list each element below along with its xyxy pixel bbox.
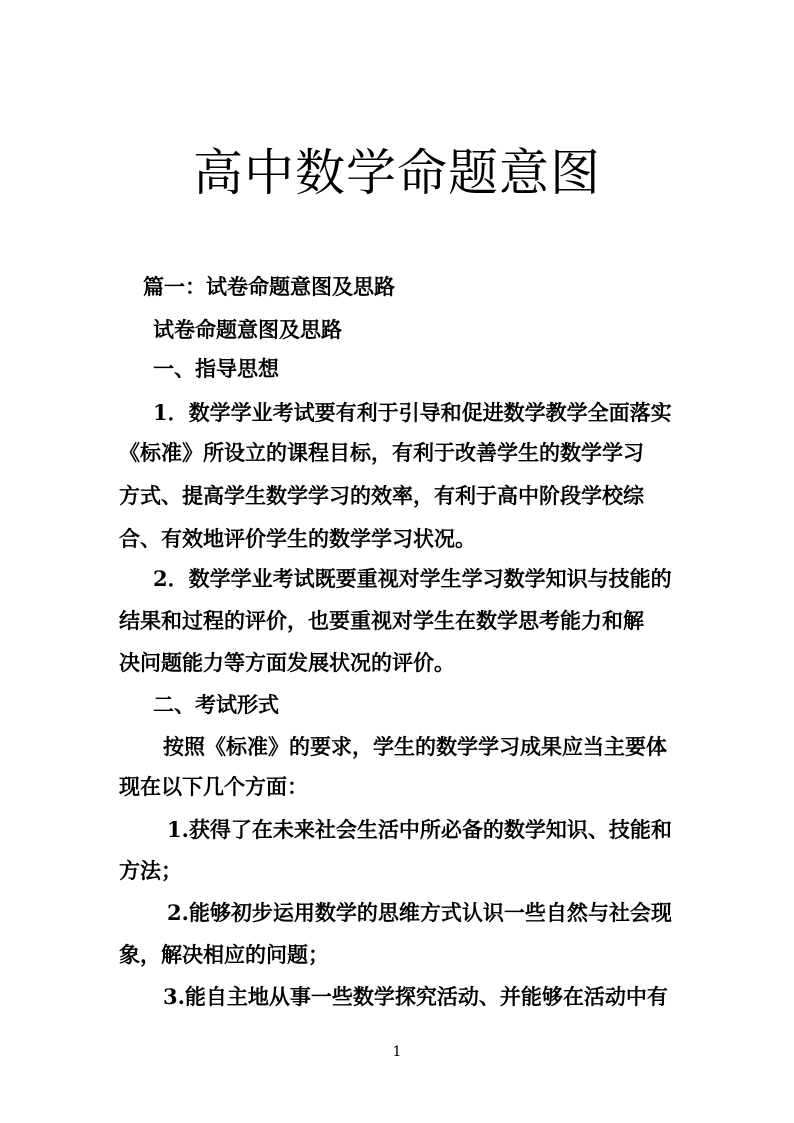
list-item-line: 象，解决相应的问题； (119, 942, 329, 967)
heading-exam-format: 二、考试形式 (153, 692, 279, 717)
paragraph-line: 决问题能力等方面发展状况的评价。 (119, 650, 455, 675)
list-item-line: 2.能够初步运用数学的思维方式认识一些自然与社会现 (167, 900, 672, 925)
page-number: 1 (392, 1044, 402, 1060)
list-item-line: 3.能自主地从事一些数学探究活动、并能够在活动中有 (163, 984, 668, 1009)
paragraph-line: 按照《标准》的要求，学生的数学学习成果应当主要体 (163, 734, 667, 759)
paragraph-line: 现在以下几个方面： (119, 774, 308, 799)
paragraph-line: 《标准》所设立的课程目标，有利于改善学生的数学学习 (119, 440, 644, 465)
document-title: 高中数学命题意图 (193, 144, 601, 202)
paragraph-line: 合、有效地评价学生的数学学习状况。 (119, 526, 476, 551)
list-item-line: 方法； (119, 858, 182, 883)
paragraph-line: 方式、提高学生数学学习的效率，有利于高中阶段学校综 (119, 483, 644, 508)
section-heading: 篇一：试卷命题意图及思路 (143, 274, 395, 299)
list-item-line: 1.获得了在未来社会生活中所必备的数学知识、技能和 (167, 817, 672, 842)
paragraph-line: 1．数学学业考试要有利于引导和促进数学教学全面落实 (153, 400, 672, 425)
paragraph-line: 2．数学学业考试既要重视对学生学习数学知识与技能的 (153, 566, 672, 591)
document-subtitle: 试卷命题意图及思路 (153, 317, 342, 342)
heading-guiding-ideology: 一、指导思想 (153, 356, 279, 381)
paragraph-line: 结果和过程的评价，也要重视对学生在数学思考能力和解 (119, 608, 644, 633)
